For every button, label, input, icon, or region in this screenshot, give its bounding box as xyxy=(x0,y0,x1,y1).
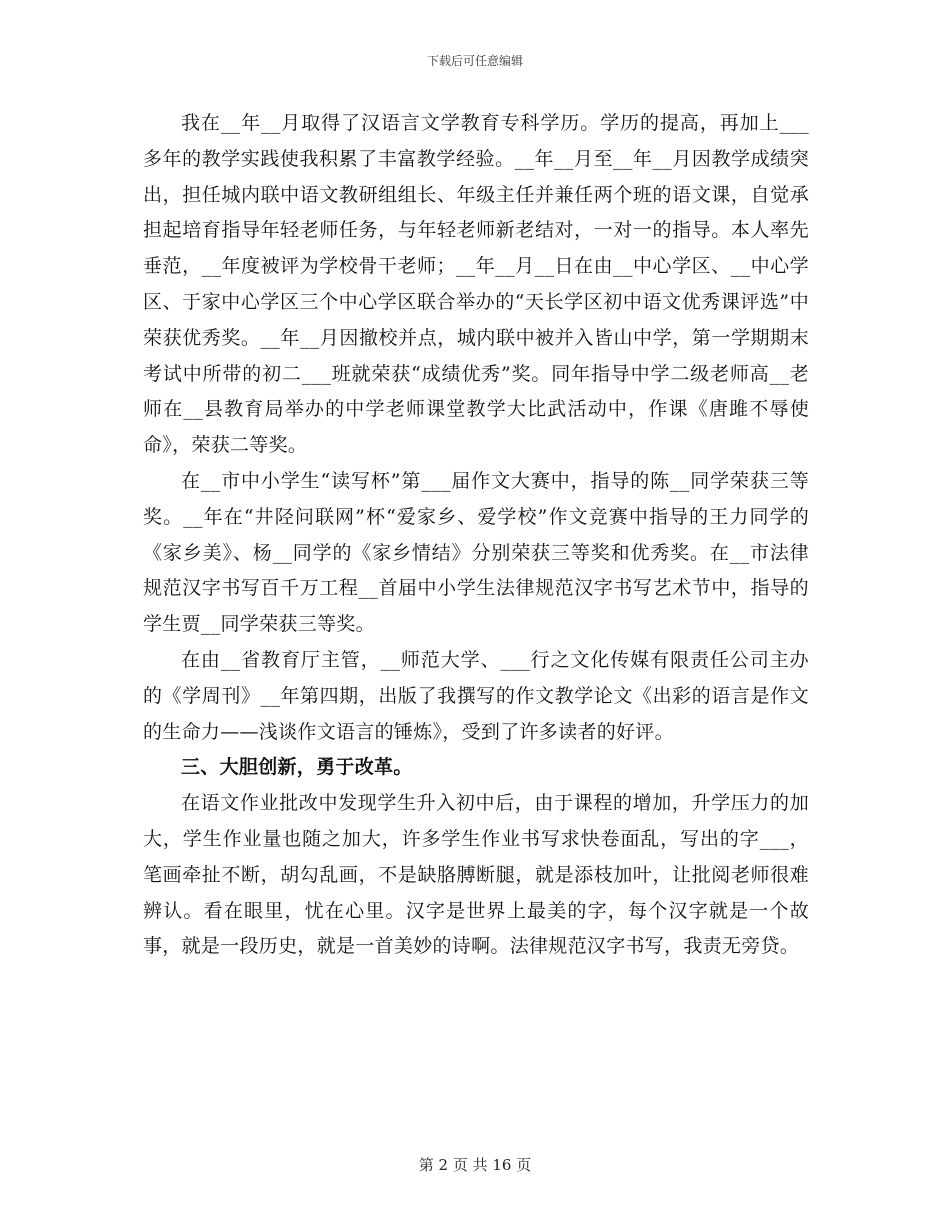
paragraph-1: 我在__年__月取得了汉语言文学教育专科学历。学历的提高，再加上___多年的教学实践使我积累了丰富教学经验。__年__月至__年__月因教学成绩突出，担任城内联中语文教研组组长、年级主任并兼任两个班的语文课，自觉承担起培育指导年轻老师任务，与年轻老师新老结对，一对一的指导。本人率先垂范，__年度被评为学校骨干老师；__年__月__日在由__中心学区、__中心学区、于家中心学区三个中心学区联合举办的“天长学区初中语文优秀课评选”中荣获优秀奖。__年__月因撤校并点，城内联中被并入皆山中学，第一学期期末考试中所带的初二___班就荣获“成绩优秀”奖。同年指导中学二级老师高__老师在__县教育局举办的中学老师课堂教学大比武活动中，作课《唐雎不辱使命》，荣获二等奖。 xyxy=(143,112,809,457)
paragraph-3: 在由__省教育厅主管，__师范大学、___行之文化传媒有限责任公司主办的《学周刊》__年第四期，出版了我撰写的作文教学论文《出彩的语言是作文的生命力——浅谈作文语言的锤炼》，受到了许多读者的好评。 xyxy=(143,648,809,743)
paragraph-2: 在__市中小学生“读写杯”第___届作文大赛中，指导的陈__同学荣获三等奖。__年在“井陉问联网”杯“爱家乡、爱学校”作文竞赛中指导的王力同学的《家乡美》、杨__同学的《家乡情结》分别荣获三等奖和优秀奖。在__市法律规范汉字书写百千万工程__首届中小学生法律规范汉字书写艺术节中，指导的学生贾__同学荣获三等奖。 xyxy=(143,469,809,636)
section-heading: 三、大胆创新，勇于改革。 xyxy=(181,756,413,779)
paragraph-4: 在语文作业批改中发现学生升入初中后，由于课程的增加，升学压力的加大，学生作业量也随之加大，许多学生作业书写求快卷面乱，写出的字___，笔画牵扯不断，胡勾乱画，不是缺胳膊断腿，就是添枝加叶，让批阅老师很难辨认。看在眼里，忧在心里。汉字是世界上最美的字，每个汉字就是一个故事，就是一段历史，就是一首美妙的诗啊。法律规范汉字书写，我责无旁贷。 xyxy=(143,792,809,958)
page-footer: 第 2 页 共 16 页 xyxy=(418,1156,532,1174)
page-header: 下载后可任意编辑 xyxy=(426,54,523,68)
document-body xyxy=(143,106,809,965)
